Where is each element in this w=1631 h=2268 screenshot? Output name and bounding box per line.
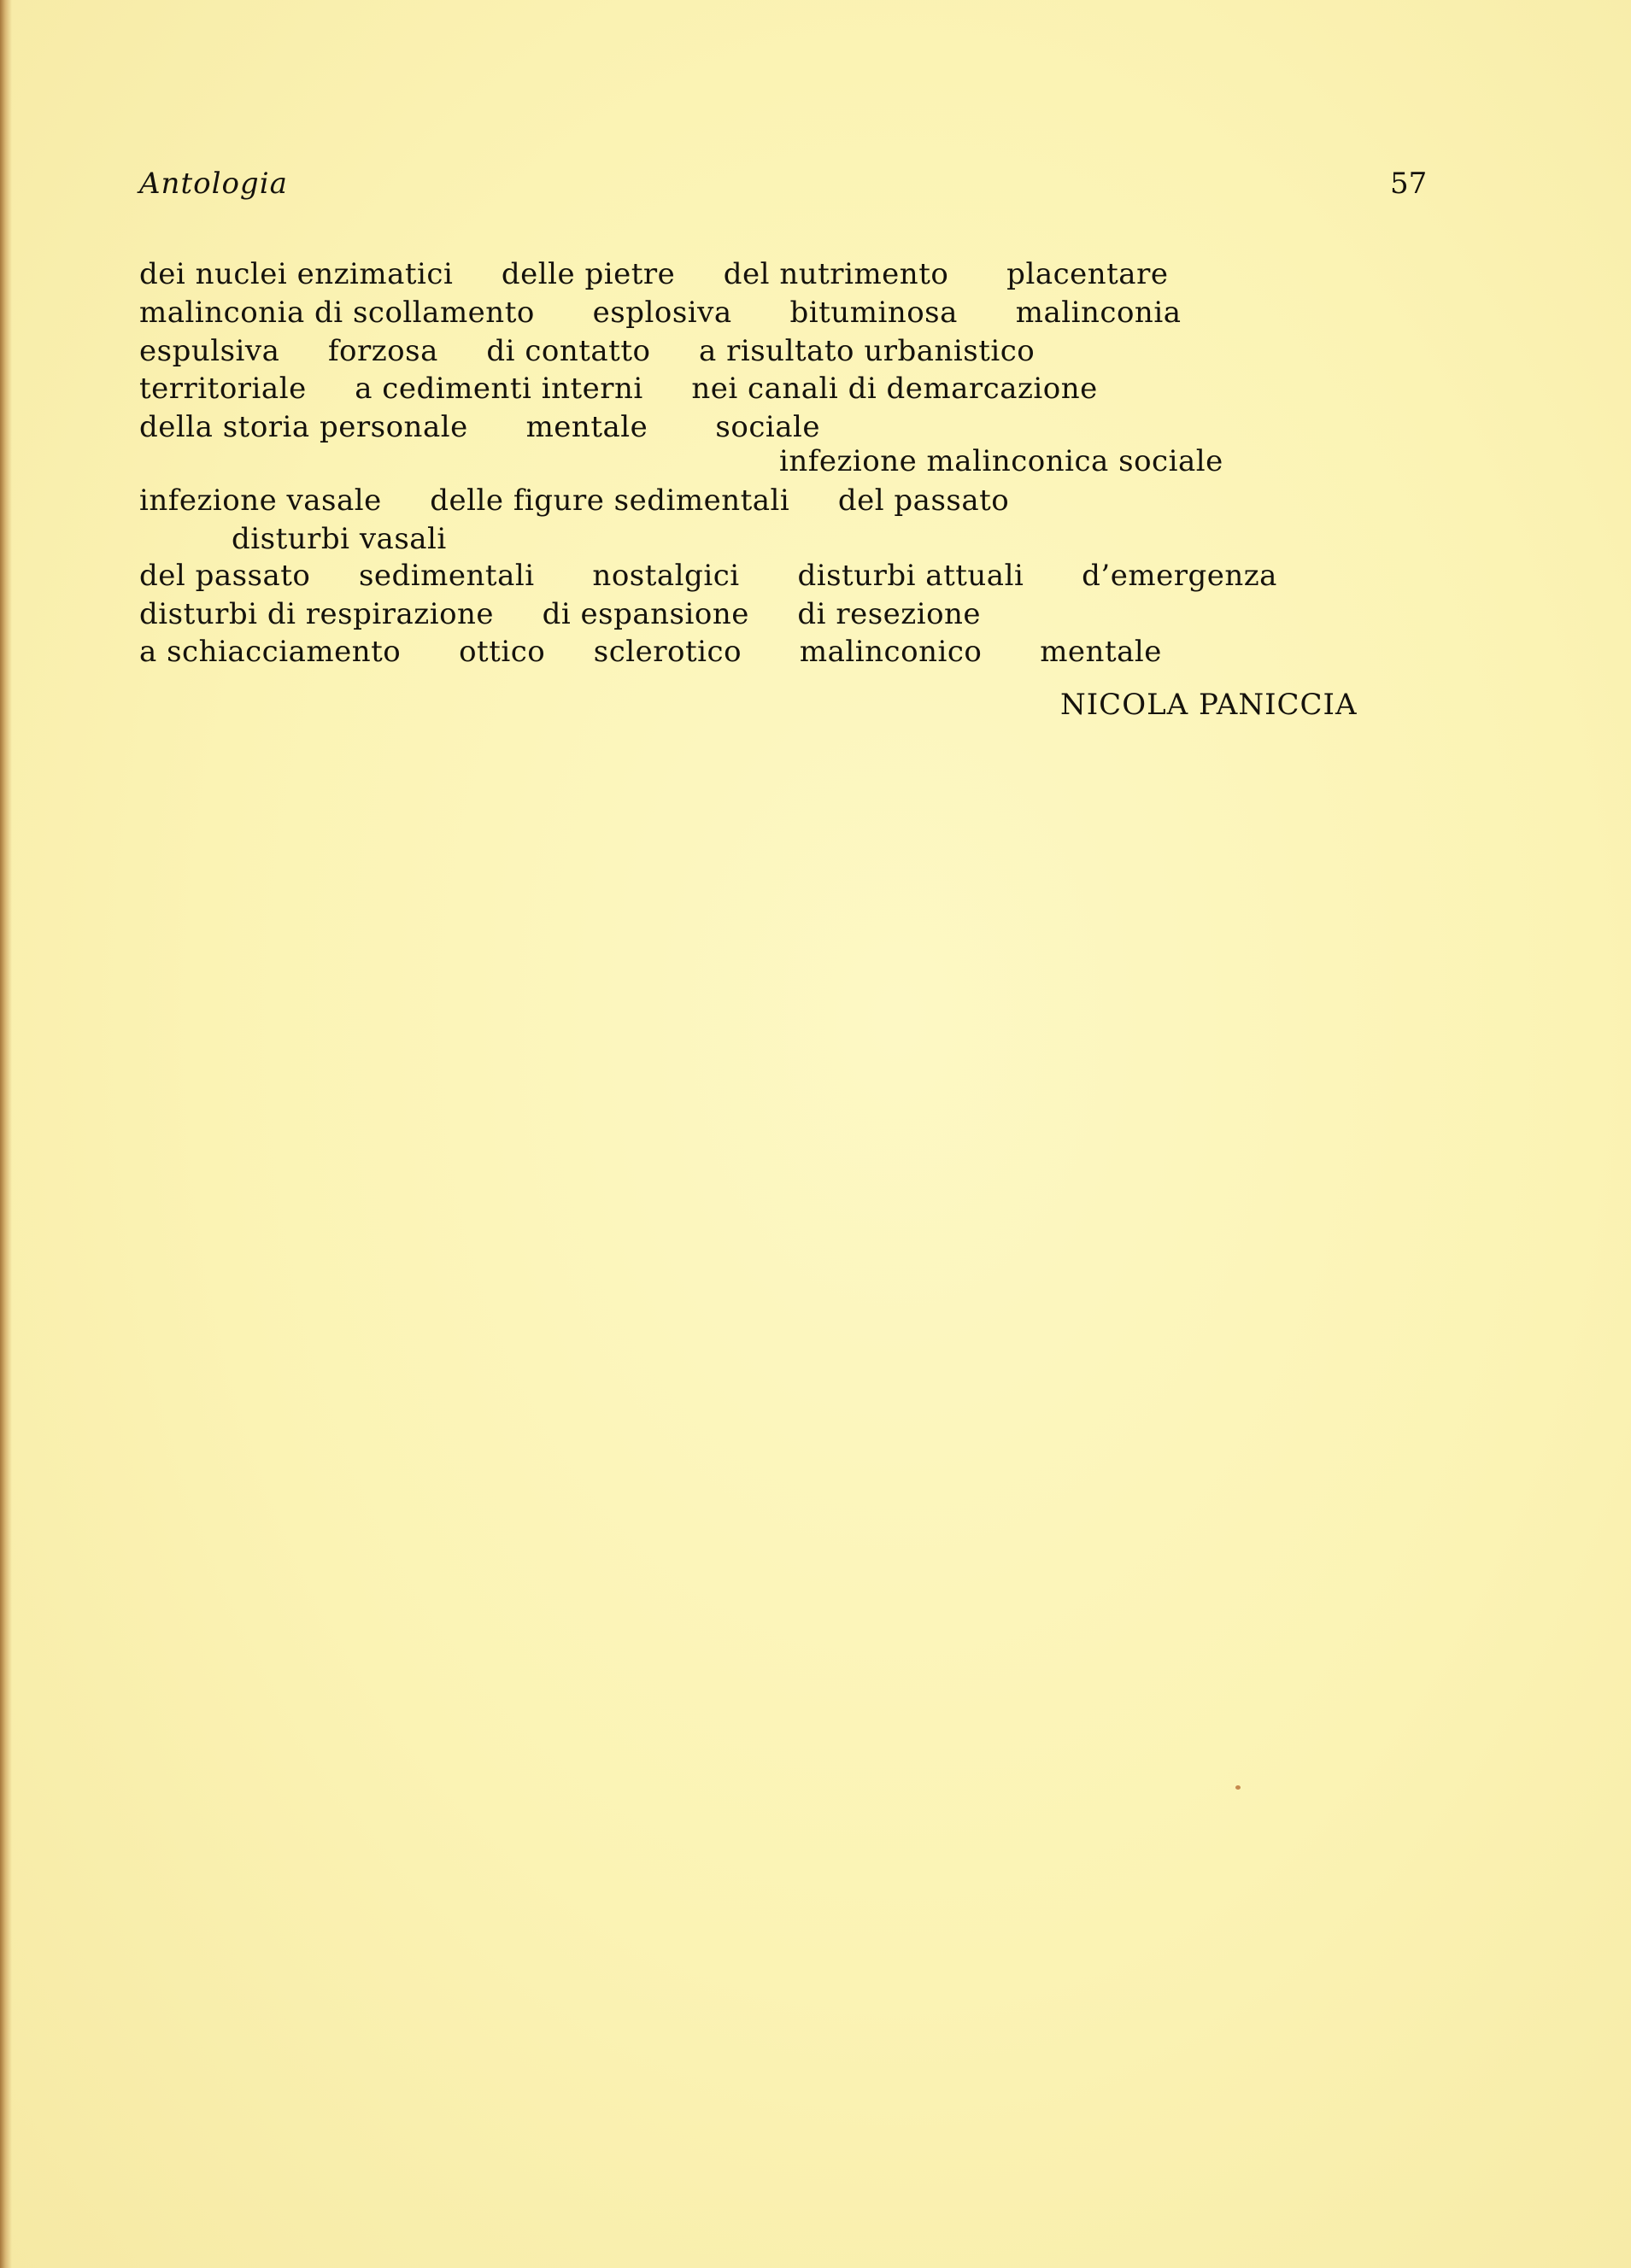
page-number: 57 xyxy=(1390,167,1428,201)
poem-line: infezione malinconica sociale xyxy=(779,444,1223,478)
running-title: Antologia xyxy=(139,167,288,201)
poem-line: infezione vasale delle figure sedimentali del passato xyxy=(139,483,1010,518)
poem-line: a schiacciamento ottico sclerotico malinconico mentale xyxy=(139,635,1162,669)
paper-speck xyxy=(1235,1785,1241,1790)
poem-line: malinconia di scollamento esplosiva bituminosa malinconia xyxy=(139,296,1182,330)
page-binding-edge xyxy=(0,0,12,2268)
poem-line: disturbi di respirazione di espansione di resezione xyxy=(139,597,982,631)
poem-line: espulsiva forzosa di contatto a risultato urbanistico xyxy=(139,334,1036,368)
poem-line: del passato sedimentali nostalgici disturbi attuali d’emergenza xyxy=(139,559,1277,593)
poem-line: territoriale a cedimenti interni nei canali di demarcazione xyxy=(139,372,1098,406)
poem-line: disturbi vasali xyxy=(232,522,447,556)
author-name: NICOLA PANICCIA xyxy=(1060,688,1358,722)
poem-line: della storia personale mentale sociale xyxy=(139,410,821,444)
poem-line: dei nuclei enzimatici delle pietre del nutrimento placentare xyxy=(139,257,1169,291)
